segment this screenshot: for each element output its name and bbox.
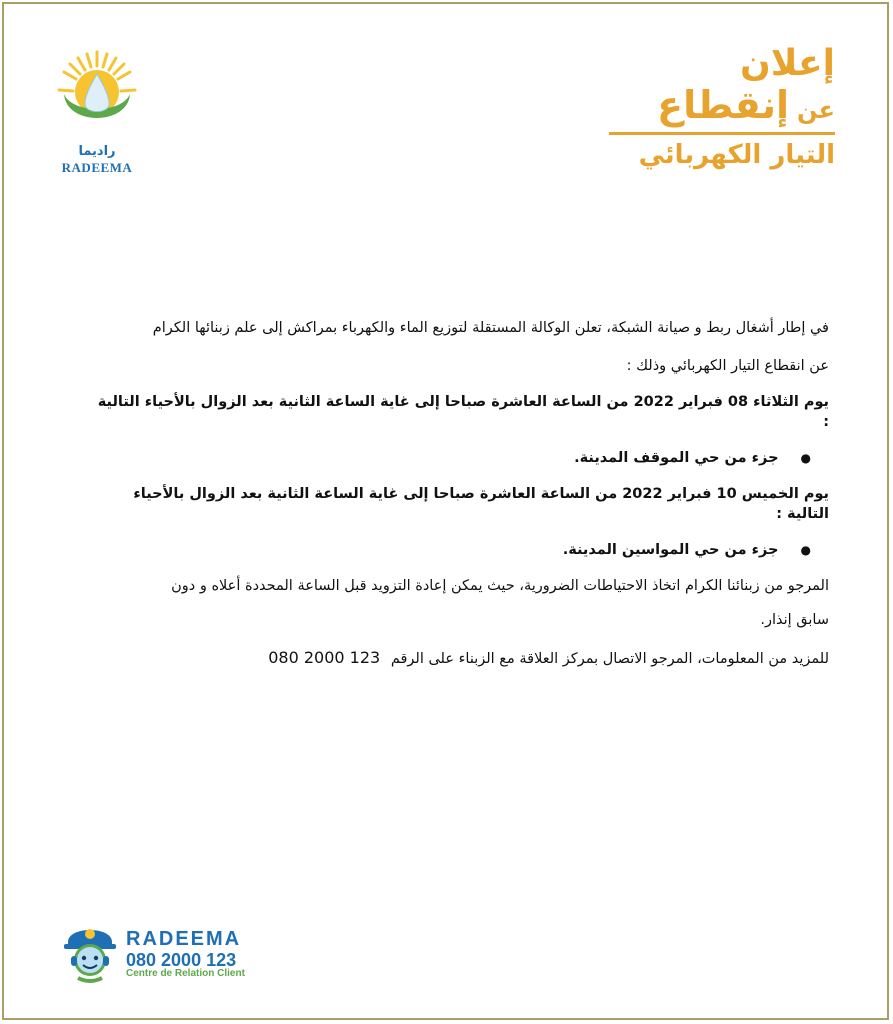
footer-subtitle: Centre de Relation Client bbox=[126, 968, 245, 979]
day-2-heading: يوم الخميس 10 فبراير 2022 من الساعة العاشرة صباحا إلى غاية الساعة الثانية بعد الزوال بالأحياء التالية : bbox=[133, 486, 829, 522]
announcement-main: إنقطاع bbox=[657, 83, 789, 127]
phone-number: 080 2000 123 bbox=[268, 648, 381, 667]
announcement-subtitle: التيار الكهربائي bbox=[638, 140, 835, 170]
sun-water-drop-icon bbox=[56, 48, 138, 144]
announcement-title bbox=[657, 44, 835, 131]
day-1-district-text: جزء من حي الموقف المدينة. bbox=[574, 450, 779, 466]
logo-latin-name: RADEEMA bbox=[61, 160, 133, 175]
intro-line-2: عن انقطاع التيار الكهربائي وذلك : bbox=[626, 358, 829, 374]
day-2-district-text: جزء من حي المواسين المدينة. bbox=[562, 542, 779, 558]
bullet-icon: ● bbox=[800, 451, 811, 465]
radeema-logo bbox=[56, 48, 138, 175]
footer-phone: 080 2000 123 bbox=[126, 950, 237, 970]
customer-service-mascot-icon bbox=[60, 918, 120, 984]
title-underline bbox=[609, 132, 835, 135]
more-info-text: للمزيد من المعلومات، المرجو الاتصال بمركز العلاقة مع الزبناء على الرقم bbox=[390, 651, 829, 667]
announcement-line-1: إعلان bbox=[740, 43, 835, 84]
day-2-district bbox=[90, 540, 829, 560]
footer-contact bbox=[60, 918, 260, 984]
bullet-icon: ● bbox=[800, 543, 811, 557]
day-1-heading: يوم الثلاثاء 08 فبراير 2022 من الساعة العاشرة صباحا إلى غاية الساعة الثانية بعد الزوال بالأحياء التالية : bbox=[97, 394, 829, 430]
day-1-district bbox=[90, 448, 829, 468]
intro-line-1: في إطار أشغال ربط و صيانة الشبكة، تعلن الوكالة المستقلة لتوزيع الماء والكهرباء بمراكش إلى علم زبنائها الكرام bbox=[152, 320, 829, 336]
footer-brand: RADEEMA bbox=[126, 928, 242, 950]
announcement-body bbox=[90, 318, 829, 669]
announcement-prefix: عن bbox=[797, 96, 835, 124]
logo-arabic-name: راديما bbox=[78, 144, 116, 159]
note-line-1: المرجو من زبنائنا الكرام اتخاذ الاحتياطات الضرورية، حيث يمكن إعادة التزويد قبل الساعة المحددة أعلاه و دون bbox=[171, 578, 829, 594]
more-info bbox=[90, 648, 829, 669]
note-line-2: سابق إنذار. bbox=[760, 612, 829, 628]
announcement-line-2 bbox=[657, 84, 835, 131]
